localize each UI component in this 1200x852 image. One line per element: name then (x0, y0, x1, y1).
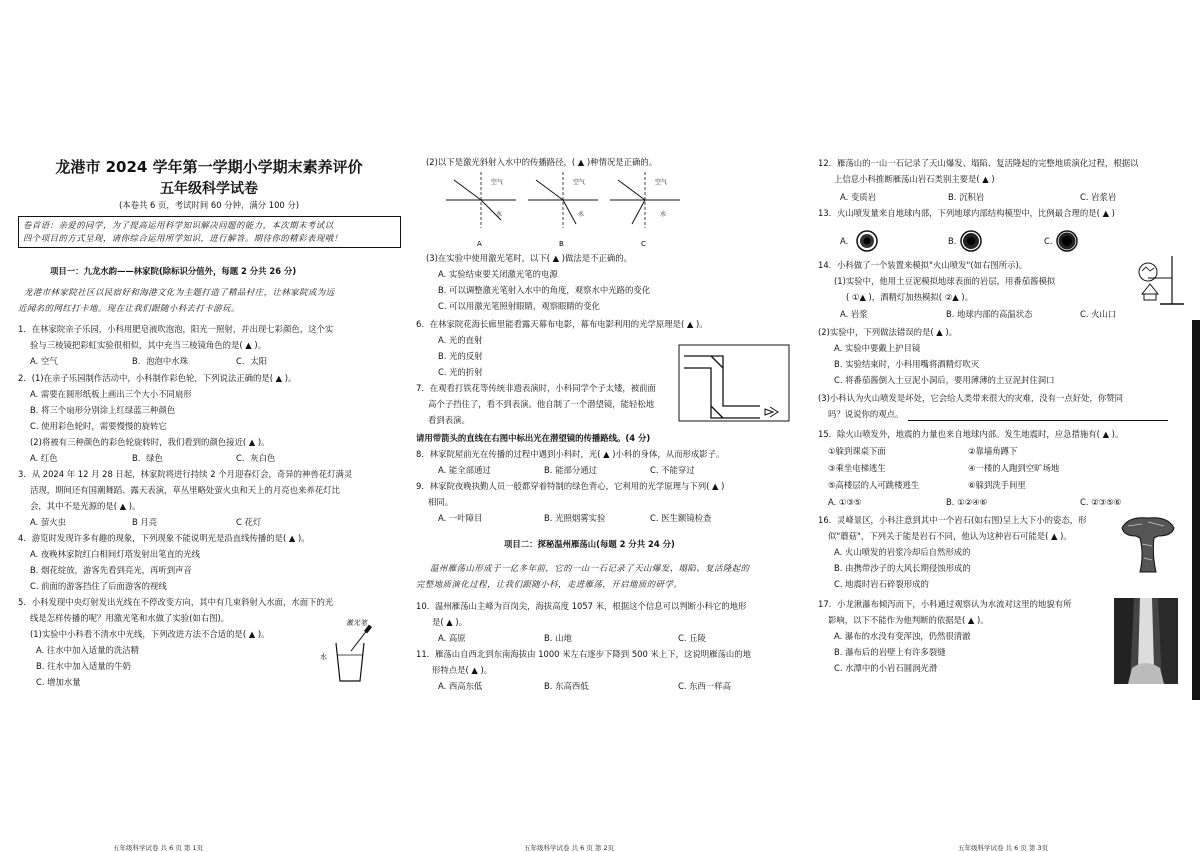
waterfall-image (1114, 598, 1178, 684)
q16-option[interactable]: A. 火山喷发的岩浆冷却后自然形成的 (834, 547, 971, 557)
q4-option[interactable]: A. 夜晚林家院红白相间灯塔发射出笔直的光线 (30, 549, 201, 559)
intro-line: 近闻名的网红打卡地。现在让我们跟随小科去打卡游玩。 (18, 303, 240, 313)
q5-option[interactable]: A. 往水中加入适量的洗洁精 (36, 645, 140, 655)
q10-option[interactable]: A. 高原 (438, 633, 466, 643)
q3-text: 3．从 2024 年 12 月 28 日起，林家院将进行持续 2 个月迎春灯会，奇异的神兽花灯满灵 (18, 469, 353, 479)
q5-text: (1)实验中小科看不清水中光线，下列改进方法不合适的是( ▲ )。 (30, 629, 270, 639)
q6-option[interactable]: B. 光的反射 (438, 351, 483, 361)
q3-option[interactable]: B 月亮 (132, 517, 158, 527)
q15-item: ②靠墙角蹲下 (968, 446, 1018, 456)
intro-line: 完整地质演化过程，让我们跟随小科，走进雁荡，开启地质的研学。 (416, 579, 683, 589)
q13-option-c[interactable]: C. (1044, 236, 1053, 246)
exam-title: 龙港市 2024 学年第一学期小学期末素养评价 (55, 158, 363, 176)
q1-option[interactable]: B．泡泡中水珠 (132, 356, 188, 366)
q2-option[interactable]: C. 使用彩色轮时，需要慢慢的旋转它 (30, 421, 167, 431)
earth-model-c-icon[interactable] (1056, 230, 1078, 252)
q4-text: 4．游览时发现许多有趣的现象，下列现象不能说明光是沿直线传播的是( ▲ )。 (18, 533, 310, 543)
q14-option[interactable]: A. 岩浆 (840, 309, 868, 319)
q7-text: 看到表演。 (428, 415, 470, 425)
q8-option[interactable]: C. 不能穿过 (650, 465, 695, 475)
q7-text: 高个子挡住了，看不到表演。他自制了一个潜望镜，能轻松地 (428, 399, 655, 409)
q6-option[interactable]: A. 光的直射 (438, 335, 483, 345)
q1-text: 1．在林家院亲子乐园，小科用肥皂液吹泡泡，阳光一照射，并出现七彩颜色，这个实 (18, 324, 334, 334)
q5-2-text: (2)以下是激光斜射入水中的传播路径，( ▲ )种情况是正确的。 (426, 157, 658, 167)
q10-text: 10．温州雁荡山主峰为百岗尖，海拔高度 1057 米，根据这个信息可以判断小科它的地形 (416, 601, 747, 611)
q14-2-option[interactable]: A. 实验中要戴上护目镜 (834, 343, 921, 353)
q9-option[interactable]: C. 医生额镜检查 (650, 513, 712, 523)
q14-2-option[interactable]: C. 将番茄酱倒入土豆泥小洞后，要用薄薄的土豆泥封住洞口 (834, 375, 1055, 385)
q10-option[interactable]: B. 山地 (544, 633, 572, 643)
q12-option[interactable]: A. 变质岩 (840, 192, 877, 202)
q2-option[interactable]: B．绿色 (132, 453, 163, 463)
diagram-a (446, 172, 516, 248)
q7-text: 7．在观看打铁花等传统非遗表演时，小科同学个子太矮，被前面 (416, 383, 656, 393)
intro-line: 温州雁荡山形成于一亿多年前，它的一山一石记录了天山爆发、塌陷、复活隆起的 (430, 563, 750, 573)
notice-line: 卷首语：亲爱的同学，为了提高运用科学知识解决问题的能力，本次期末考试以 (23, 220, 334, 230)
water-label: 水 (320, 653, 327, 661)
q15-item: ⑥躲到洗手间里 (968, 480, 1026, 490)
air-label: 空气 (573, 179, 586, 186)
q17-option[interactable]: A. 瀑布的水没有变浑浊，仍然很清澈 (834, 631, 971, 641)
q5-3-option[interactable]: C. 可以用激光笔照射眼睛，观察眼睛的变化 (438, 301, 600, 311)
q2-option[interactable]: A. 红色 (30, 453, 58, 463)
q13-option-b[interactable]: B. (948, 236, 957, 246)
q14-blanks[interactable]: ( ①▲ )，酒精灯加热模拟( ②▲ )。 (846, 292, 973, 302)
air-label: 空气 (655, 179, 668, 186)
q15-item: ④一楼的人跑到空旷场地 (968, 463, 1060, 473)
diagram-b (528, 172, 598, 248)
q13-option-a[interactable]: A. (840, 236, 849, 246)
q13-text: 13．火山喷发量来自地球内部，下列地球内部结构模型中，比例最合理的是( ▲ ) (818, 208, 1115, 218)
q1-text: 验与三棱镜把彩虹实验很相似，其中充当三棱镜角色的是( ▲ )。 (30, 340, 267, 350)
intro-line: 龙港市林家院社区以民宿好和海港文化为主题打造了精品村庄，让林家院成为远 (24, 287, 335, 297)
q14-option[interactable]: B. 地球内部的高温状态 (946, 309, 1033, 319)
q16-option[interactable]: B. 由携带沙子的大风长期侵蚀形成的 (834, 563, 971, 573)
laser-cup-figure (318, 615, 378, 685)
q10-option[interactable]: C. 丘陵 (678, 633, 706, 643)
q6-text: 6．在林家院花海长廊里能看露天幕布电影，幕布电影利用的光学原理是( ▲ )。 (416, 319, 708, 329)
notice-line: 四个项目的方式呈现，请你综合运用所学知识，进行解答。期待你的精彩表现哦！ (23, 233, 343, 243)
q17-option[interactable]: B. 瀑布后的岩壁上有许多裂缝 (834, 647, 946, 657)
q8-text: 8．林家院屋前光在传播的过程中遇到小科时，光( ▲ )小科的身体，从而形成影子。 (416, 449, 725, 459)
scan-edge (1192, 320, 1200, 700)
q3-option[interactable]: A. 萤火虫 (30, 517, 67, 527)
notice-box (18, 216, 401, 248)
earth-model-a-icon[interactable] (856, 230, 878, 252)
diagram-label-a: A (477, 240, 482, 248)
q1-option[interactable]: C．太阳 (236, 356, 267, 366)
q15-item: ⑤高楼层的人可跳楼逃生 (828, 480, 920, 490)
q12-text: 12．雁荡山的一山一石记录了天山爆发、塌陷、复活隆起的完整地质演化过程，根据以 (818, 158, 1139, 168)
q4-option[interactable]: C. 前面的游客挡住了后面游客的视线 (30, 581, 167, 591)
q15-item: ③乘坐电梯逃生 (828, 463, 886, 473)
diagram-label-c: C (641, 240, 646, 248)
q14-text: 14．小科做了一个装置来模拟"火山喷发"(如右图所示)。 (818, 260, 1028, 270)
page-footer: 五年级科学试卷 共 6 页 第 2页 (524, 844, 615, 852)
q14-text: (1)实验中，他用土豆泥模拟地球表面的岩层，用番茄酱模拟 (834, 276, 1056, 286)
q3-text: 活现，期间还有国潮舞蹈、露天表演，草丛里略处萤火虫和天上的月亮也来养花灯比 (30, 485, 340, 495)
page-footer: 五年级科学试卷 共 6 页 第 1页 (113, 844, 204, 852)
q5-option[interactable]: C. 增加水量 (36, 677, 81, 687)
q11-text: 11．雁荡山自西北到东南海拔由 1000 米左右逐步下降到 500 米上下，这说明雁荡山的地 (416, 649, 751, 659)
exam-subtitle: 五年级科学试卷 (160, 181, 258, 197)
laser-label: 激光笔 (346, 619, 367, 627)
q5-3-text: (3)在实验中使用激光笔时，以下( ▲ )做法是不正确的。 (426, 253, 633, 263)
q7-instruction: 请用带箭头的直线在右图中标出光在潜望镜的传播路线。(4 分) (416, 433, 651, 443)
q2-option[interactable]: C．灰白色 (236, 453, 276, 463)
q11-text: 形特点是( ▲ )。 (432, 665, 493, 675)
q3-option[interactable]: C 花灯 (236, 517, 262, 527)
q15-option[interactable]: C. ②③⑤⑥ (1080, 497, 1122, 507)
mushroom-rock-image (1118, 514, 1178, 574)
q17-text: 17．小龙湫瀑布倾泻而下，小科通过观察认为水流对这里的地貌有所 (818, 599, 1072, 609)
q14-3-text: (3)小科认为火山喷发是坏处，它会给人类带来很大的灾难，没有一点好处，你赞同 (818, 393, 1123, 403)
q5-text: 5．小科发现中央灯射发出光线在不停改变方向，其中有几束斜射入水面，水面下的光 (18, 597, 334, 607)
q2-text: 2．(1)在亲子乐园制作活动中，小科制作彩色轮，下列说法正确的是( ▲ )。 (18, 373, 297, 383)
water-label: 水 (660, 211, 667, 218)
q15-text: 15．除火山喷发外，地震的力量也来自地球内部。发生地震时，应急措施有( ▲ )。 (818, 429, 1124, 439)
q17-option[interactable]: C. 水潭中的小岩石圆润光滑 (834, 663, 938, 673)
q16-text: 似"蘑菇"，下列关于能是岩石不同，他认为这种岩石可能是( ▲ )。 (828, 531, 1072, 541)
q9-option[interactable]: B. 光照烟雾实验 (544, 513, 606, 523)
q12-option[interactable]: B. 沉积岩 (948, 192, 985, 202)
water-label: 水 (578, 211, 585, 218)
q15-option[interactable]: A. ①③⑤ (828, 497, 862, 507)
q1-option[interactable]: A. 空气 (30, 356, 58, 366)
q6-option[interactable]: C. 光的折射 (438, 367, 483, 377)
q14-3-text: 吗？说说你的观点。 (828, 409, 904, 419)
q17-text: 影响，以下不能作为他判断的依据是( ▲ )。 (828, 615, 989, 625)
exam-info: (本卷共 6 页，考试时间 60 分钟，满分 100 分) (118, 200, 300, 210)
volcano-apparatus-figure (1130, 254, 1186, 308)
q14-2-option[interactable]: B. 实验结束时，小科用嘴将酒精灯吹灭 (834, 359, 980, 369)
q11-option[interactable]: A. 西高东低 (438, 681, 483, 691)
q2-option[interactable]: A. 需要在圆形纸板上画出三个大小不同扇形 (30, 389, 192, 399)
diagram-c (610, 172, 680, 248)
q5-3-option[interactable]: A. 实验结束要关闭激光笔的电源 (438, 269, 558, 279)
periscope-figure[interactable] (678, 344, 792, 424)
q12-option[interactable]: C. 岩浆岩 (1080, 192, 1117, 202)
q9-text: 相同。 (428, 497, 454, 507)
q8-option[interactable]: B. 能部分通过 (544, 465, 597, 475)
q9-text: 9．林家院夜晚执勤人员一般都穿着特制的绿色背心，它利用的光学原理与下列( ▲ ) (416, 481, 725, 491)
air-label: 空气 (491, 179, 504, 186)
q14-2-text: (2)实验中，下列做法错误的是( ▲ )。 (818, 327, 958, 337)
q2-text: (2)将被有三种颜色的彩色轮旋转时，我们看到的颜色接近( ▲ )。 (30, 437, 270, 447)
water-label: 水 (496, 211, 503, 218)
q10-text: 是( ▲ )。 (432, 617, 468, 627)
project1-heading: 项目一：九龙水韵——林家院(除标识分值外，每题 2 分共 26 分) (50, 266, 297, 276)
diagram-label-b: B (559, 240, 564, 248)
q11-option[interactable]: B. 东高西低 (544, 681, 589, 691)
q16-text: 16．灵峰景区，小科注意到其中一个岩石(如右图)呈上大下小的姿态，形 (818, 515, 1087, 525)
earth-model-b-icon[interactable] (960, 230, 982, 252)
q16-option[interactable]: C. 地震时岩石碎裂形成的 (834, 579, 929, 589)
q4-option[interactable]: B. 烟花绽放，游客先看到亮光，再听到声音 (30, 565, 192, 575)
q14-option[interactable]: C. 火山口 (1080, 309, 1117, 319)
q5-3-option[interactable]: B. 可以调整激光笔射入水中的角度，观察水中光路的变化 (438, 285, 651, 295)
q5-option[interactable]: B. 往水中加入适量的牛奶 (36, 661, 131, 671)
q11-option[interactable]: C. 东西一样高 (678, 681, 732, 691)
project2-heading: 项目二：探秘温州雁荡山(每题 2 分共 24 分) (504, 539, 675, 549)
refraction-diagrams (446, 172, 686, 250)
q15-option[interactable]: B. ①②④⑥ (946, 497, 988, 507)
q9-option[interactable]: A. 一叶障目 (438, 513, 483, 523)
q8-option[interactable]: A. 能全部通过 (438, 465, 491, 475)
q5-text: 线是怎样传播的呢？用激光笔和水做了实验(如右图)。 (30, 613, 230, 623)
page-footer: 五年级科学试卷 共 6 页 第 3页 (958, 844, 1049, 852)
q15-item: ①躲到课桌下面 (828, 446, 886, 456)
answer-line[interactable] (908, 420, 1168, 421)
q2-option[interactable]: B. 将三个扇形分别涂上红绿蓝三种颜色 (30, 405, 176, 415)
q12-text: 上信息小科推断雁荡山岩石类别主要是( ▲ ) (834, 174, 995, 184)
q3-text: 会，其中不是光源的是( ▲ )。 (30, 501, 141, 511)
